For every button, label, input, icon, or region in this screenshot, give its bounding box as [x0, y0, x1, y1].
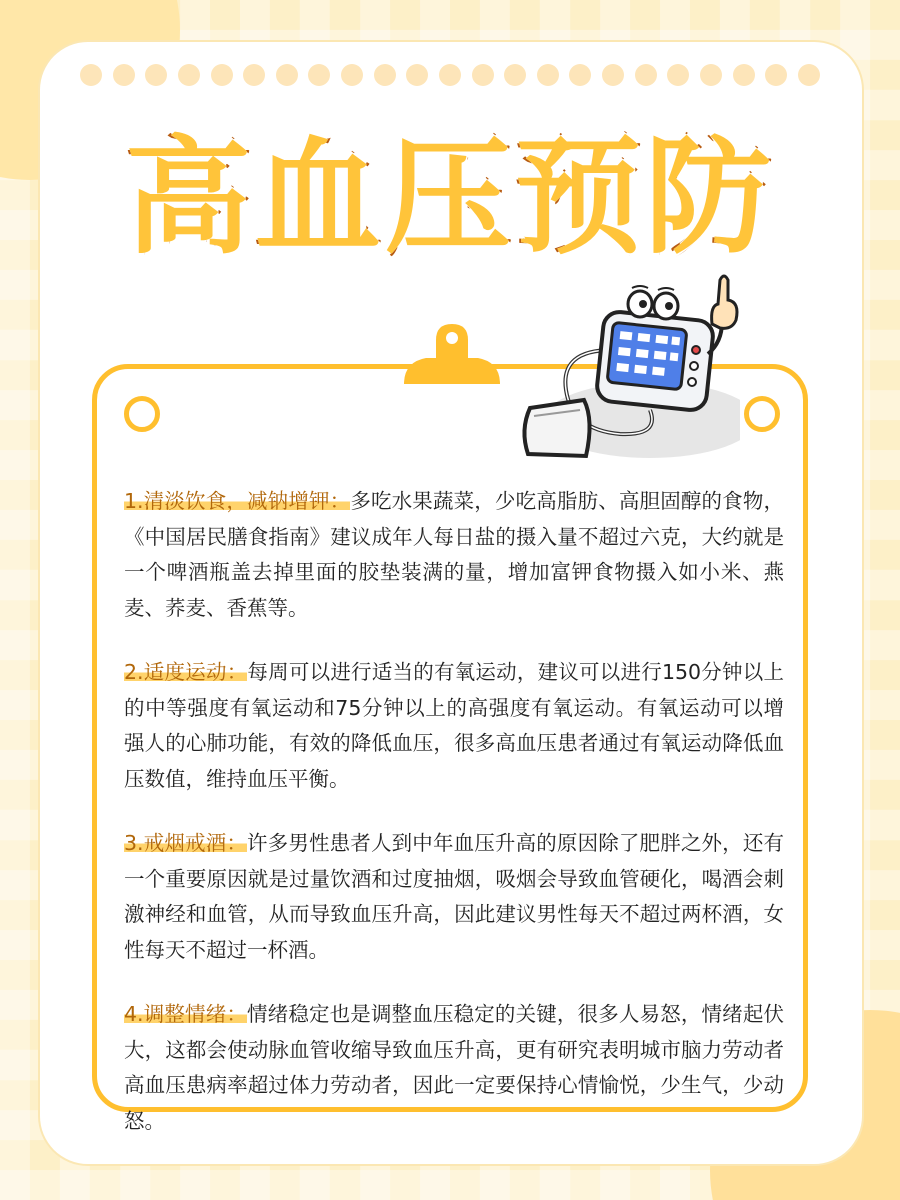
- tip-heading: 4.调整情绪：: [124, 1002, 248, 1026]
- tip-paragraph: [124, 655, 784, 797]
- decorative-dot: [406, 64, 428, 86]
- decorative-dot: [243, 64, 265, 86]
- decorative-dot: [145, 64, 167, 86]
- left-ring-icon: [124, 396, 160, 432]
- blood-pressure-monitor-icon: [500, 270, 740, 470]
- tip-paragraph: [124, 484, 784, 626]
- decorative-dot: [537, 64, 559, 86]
- decorative-dot: [341, 64, 363, 86]
- tip-heading: 1.清淡饮食，减钠增钾：: [124, 489, 351, 513]
- decorative-dot-row: [80, 64, 820, 88]
- decorative-dot: [472, 64, 494, 86]
- decorative-dot: [700, 64, 722, 86]
- tip-paragraph: [124, 826, 784, 968]
- decorative-dot: [765, 64, 787, 86]
- decorative-dot: [80, 64, 102, 86]
- decorative-dot: [211, 64, 233, 86]
- tip-body: 多吃水果蔬菜，少吃高脂肪、高胆固醇的食物，《中国居民膳食指南》建议成年人每日盐的摄入量不超过六克，大约就是一个啤酒瓶盖去掉里面的胶垫装满的量，增加富钾食物摄入如小米、燕麦、荞麦、香蕉等。: [124, 489, 784, 620]
- decorative-dot: [602, 64, 624, 86]
- tip-body: 情绪稳定也是调整血压稳定的关键，很多人易怒，情绪起伏大，这都会使动脉血管收缩导致血压升高，更有研究表明城市脑力劳动者高血压患病率超过体力劳动者，因此一定要保持心情愉悦，少生气，少动怒。: [124, 1002, 784, 1133]
- decorative-dot: [374, 64, 396, 86]
- decorative-dot: [798, 64, 820, 86]
- decorative-dot: [569, 64, 591, 86]
- decorative-dot: [667, 64, 689, 86]
- tip-heading: 3.戒烟戒酒：: [124, 831, 248, 855]
- decorative-dot: [733, 64, 755, 86]
- decorative-dot: [276, 64, 298, 86]
- page-title: 高血压预防: [125, 124, 775, 271]
- decorative-dot: [635, 64, 657, 86]
- tip-body: 许多男性患者人到中年血压升高的原因除了肥胖之外，还有一个重要原因就是过量饮酒和过度抽烟，吸烟会导致血管硬化，喝酒会刺激神经和血管，从而导致血压升高，因此建议男性每天不超过两杯酒，女性每天不超过一杯酒。: [124, 831, 784, 962]
- tip-heading: 2.适度运动：: [124, 660, 248, 684]
- decorative-dot: [308, 64, 330, 86]
- decorative-dot: [113, 64, 135, 86]
- tips-content: [124, 484, 784, 1168]
- tip-body: 每周可以进行适当的有氧运动，建议可以进行150分钟以上的中等强度有氧运动和75分钟以上的高强度有氧运动。有氧运动可以增强人的心肺功能，有效的降低血压，很多高血压患者通过有氧运动降低血压数值，维持血压平衡。: [124, 660, 784, 791]
- right-ring-icon: [744, 396, 780, 432]
- binder-clip-icon: [396, 318, 508, 392]
- tip-paragraph: [124, 997, 784, 1139]
- decorative-dot: [439, 64, 461, 86]
- decorative-dot: [504, 64, 526, 86]
- decorative-dot: [178, 64, 200, 86]
